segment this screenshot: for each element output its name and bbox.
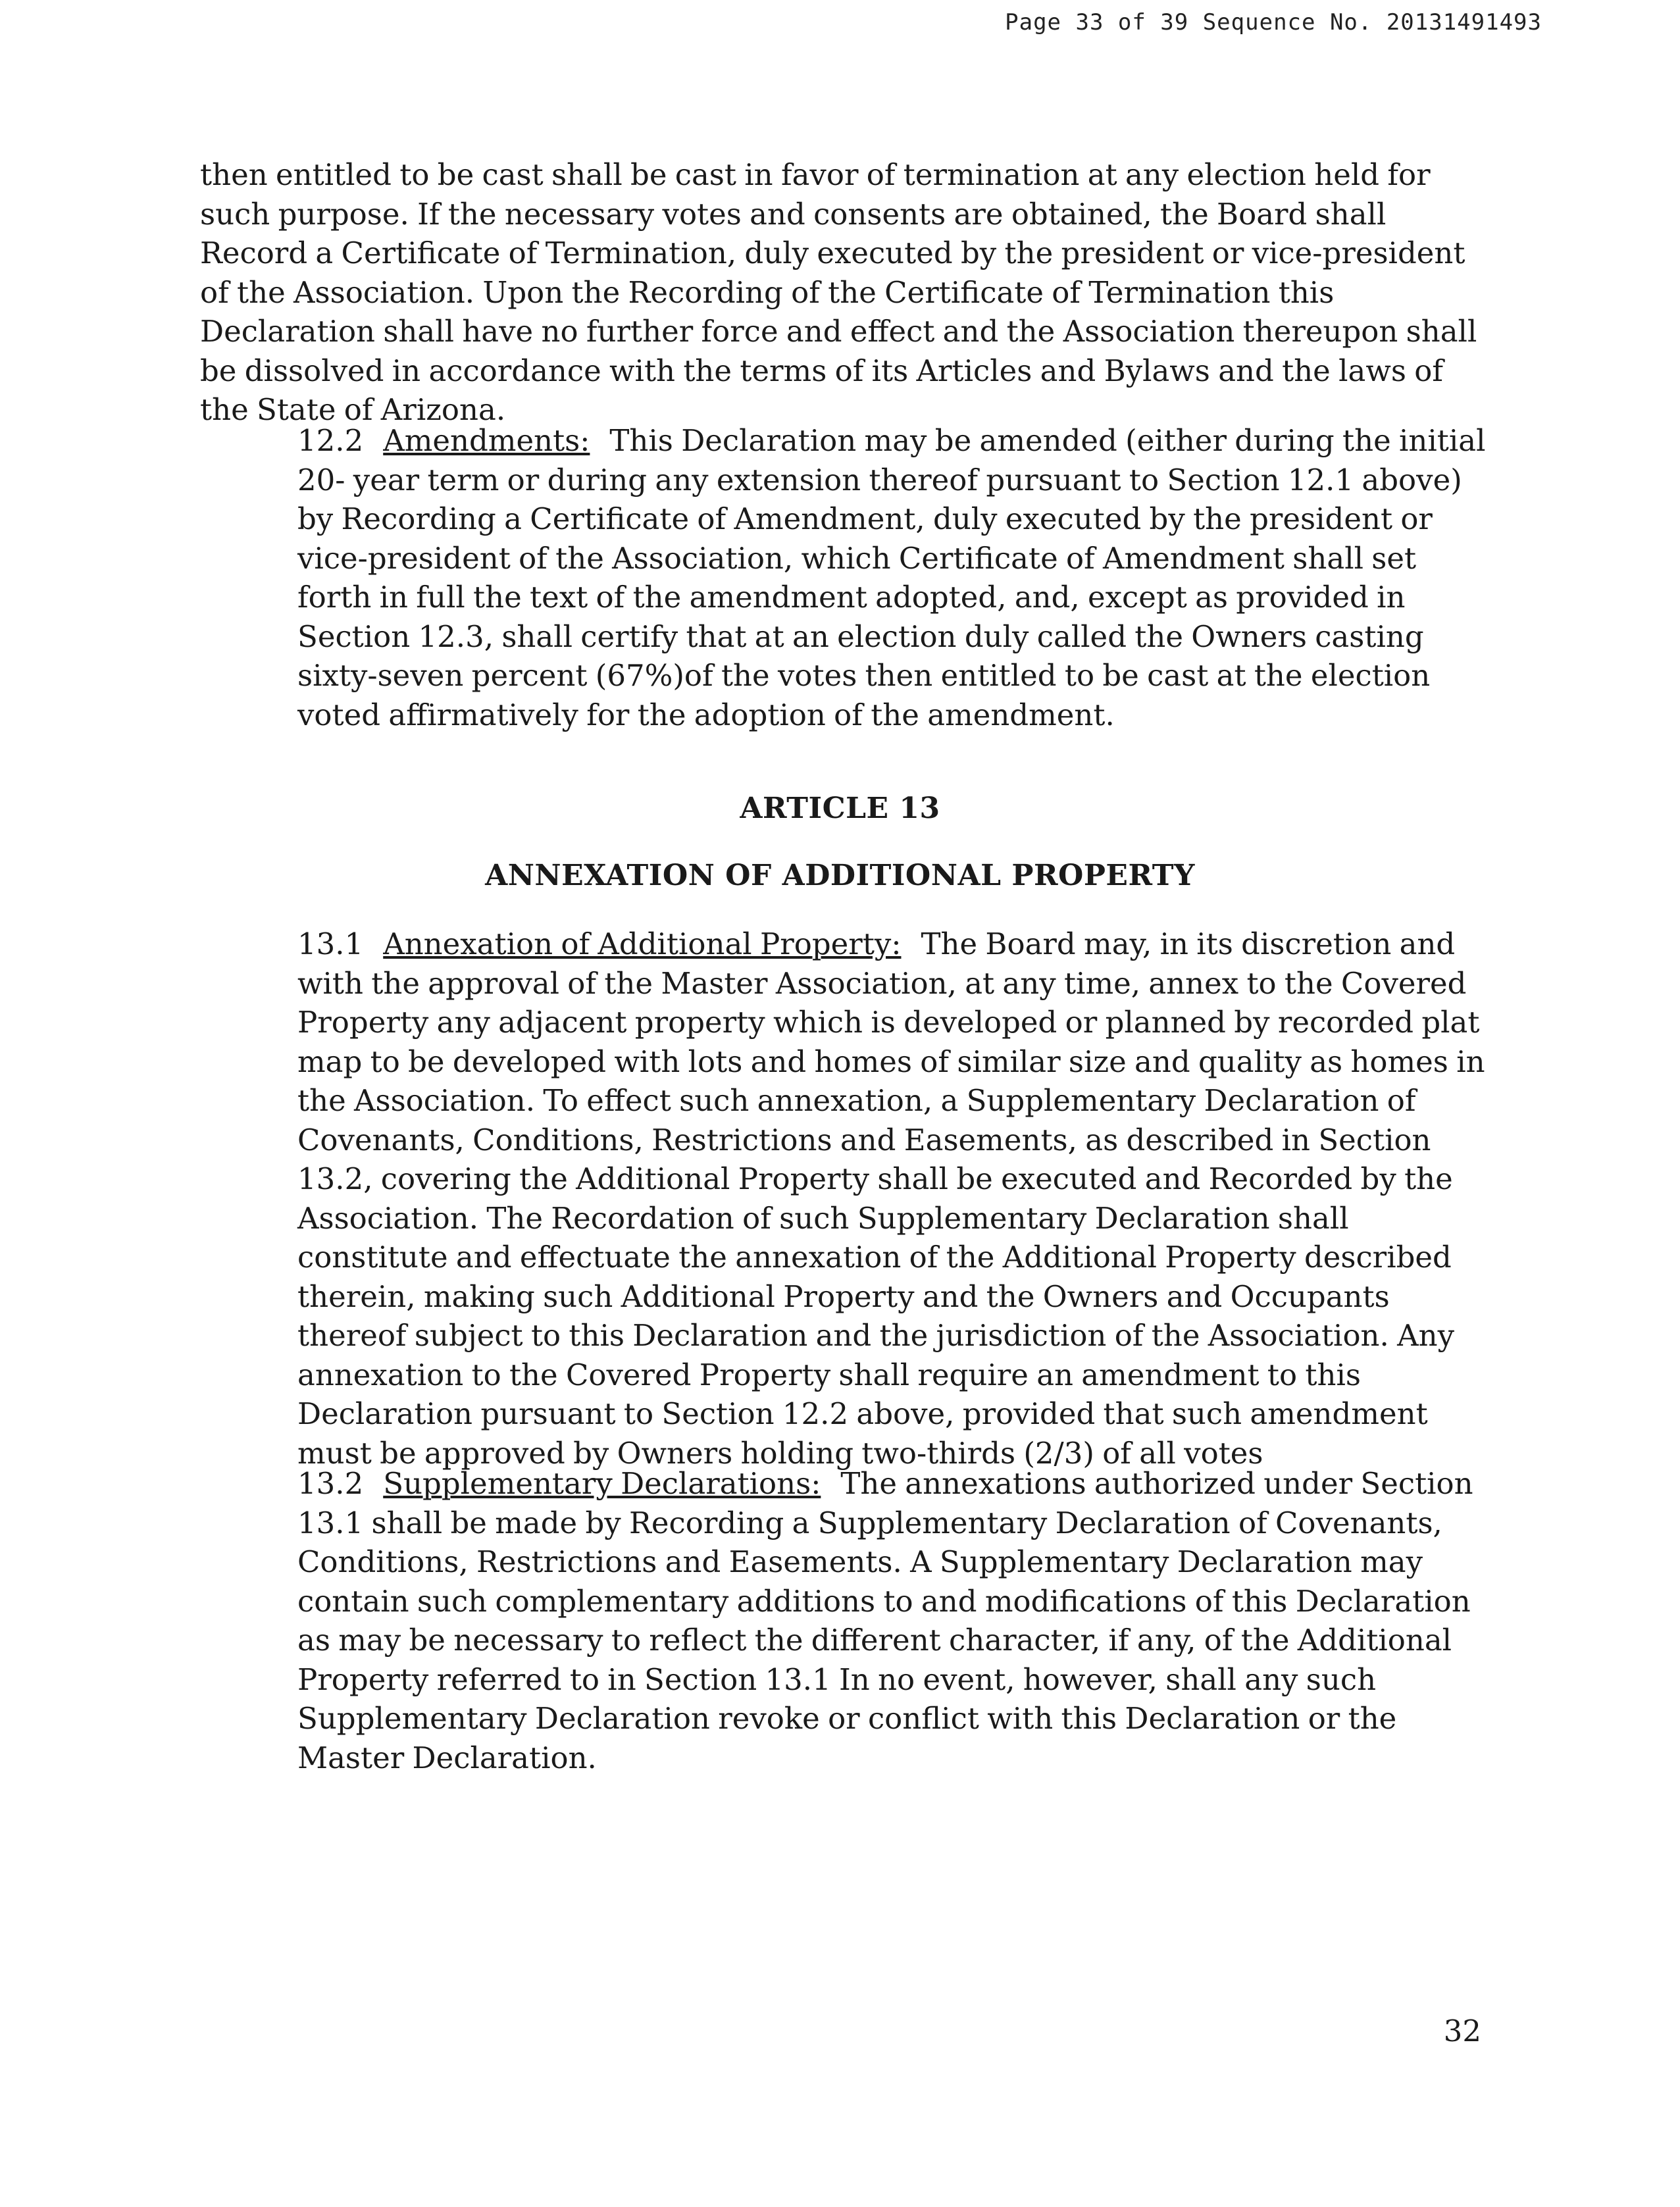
page-number: 32 [1443,2014,1481,2048]
section-heading: Supplementary Declarations: [383,1466,821,1501]
section-text: The Board may, in its discretion and with the approval of the Master Association, at any time, annex to the Covered Property any adjacent property which is developed or planned by recorded plat map to be developed with lots and homes of similar size and quality as homes in the Association. To effect such annexation, a Supplementary Declaration of Covenants, Conditions, Restrictions and Easements, as described in Section 13.2, covering the Additional Property shall be executed and Recorded by the Association. The Recordation of such Supplementary Declaration shall constitute and effectuate the annexation of the Additional Property described therein, making such Additional Property and the Owners and Occupants thereof subject to this Declaration and the jurisdiction of the Association. Any annexation to the Covered Property shall require an amendment to this Declaration pursuant to Section 12.2 above, provided that such amendment must be approved by Owners holding two-thirds (2/3) of all votes [297,926,1485,1471]
section-13-1 [200,925,1495,1473]
section-number: 12.2 [297,423,364,458]
section-text: This Declaration may be amended (either during the initial 20- year term or during any extension thereof pursuant to Section 12.1 above) by Recording a Certificate of Amendment, duly executed by the president or vice-president of the Association, which Certificate of Amendment shall set forth in full the text of the amendment adopted, and, except as provided in Section 12.3, shall certify that at an election duly called the Owners casting sixty-seven percent (67%)of the votes then entitled to be cast at the election voted affirmatively for the adoption of the amendment. [297,423,1486,732]
section-heading: Annexation of Additional Property: [383,926,902,961]
section-heading: Amendments: [383,423,590,458]
paragraph-text: then entitled to be cast shall be cast in favor of termination at any election held for such purpose. If the necessary votes and consents are obtained, the Board shall Record a Certificate of Termination, duly executed by the president or vice-president of the Association. Upon the Recording of the Certificate of Termination this Declaration shall have no further force and effect and the Association thereupon shall be dissolved in accordance with the terms of its Articles and Bylaws and the laws of the State of Arizona. [200,157,1477,427]
article-title: ARTICLE 13 [740,792,940,825]
article-subtitle: ANNEXATION OF ADDITIONAL PROPERTY [485,859,1195,892]
section-12-2 [200,421,1495,734]
section-paragraph [200,925,1495,1473]
section-text: The annexations authorized under Section 13.1 shall be made by Recording a Supplementary Declaration of Covenants, Conditions, Restrictions and Easements. A Supplementary Declaration may contain such complementary additions to and modifications of this Declaration as may be necessary to reflect the different character, if any, of the Additional Property referred to in Section 13.1 In no event, however, shall any such Supplementary Declaration revoke or conflict with this Declaration or the Master Declaration. [297,1466,1473,1775]
termination-paragraph [200,155,1495,430]
section-13-2 [200,1464,1495,1777]
section-number: 13.2 [297,1466,364,1501]
page-sequence-header: Page 33 of 39 Sequence No. 20131491493 [1005,9,1542,36]
section-number: 13.1 [297,926,364,961]
section-paragraph [200,1464,1495,1777]
section-paragraph [200,421,1495,734]
